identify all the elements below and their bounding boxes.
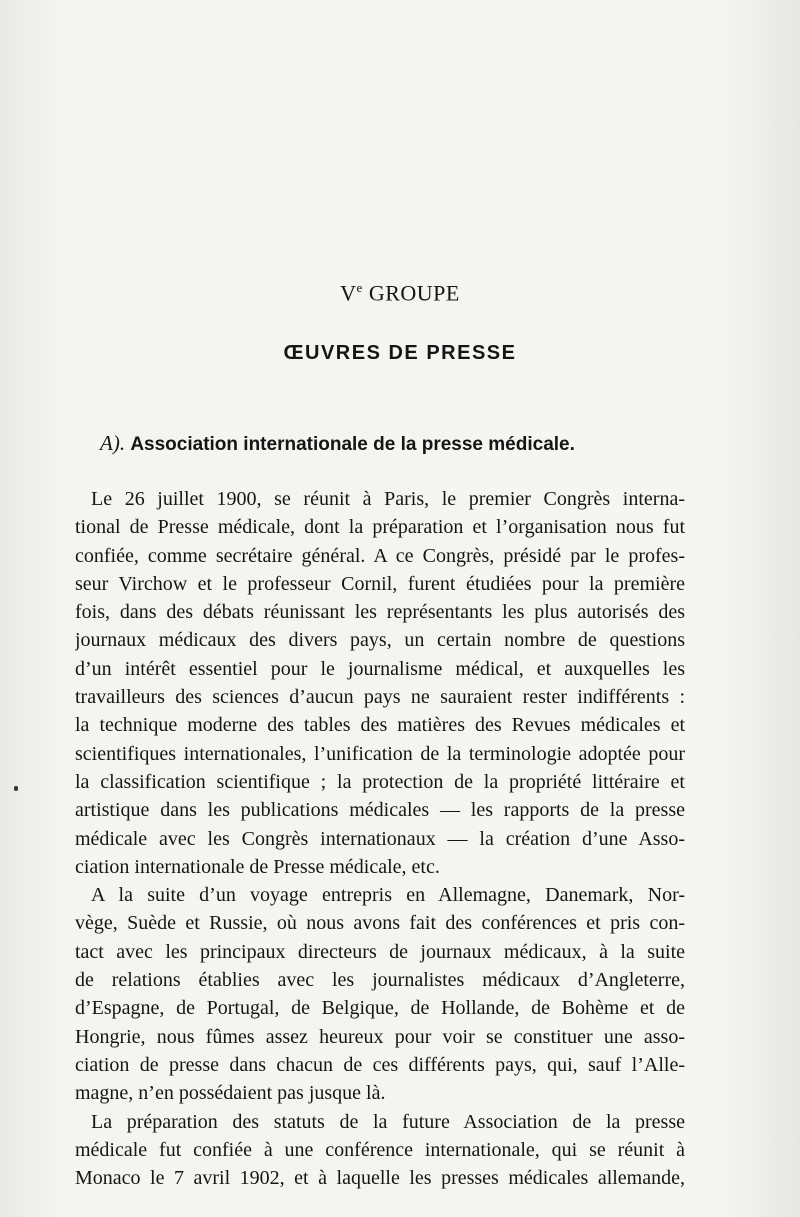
- group-numeral-sup: e: [356, 280, 363, 295]
- text-line: Le 26 juillet 1900, se réunit à Paris, le premier Congrès interna-: [91, 488, 685, 510]
- text-line: A la suite d’un voyage entrepris en Allemagne, Danemark, Nor-: [91, 884, 685, 907]
- group-title: [0, 280, 800, 306]
- text-line: tional de Presse médicale, dont la préparation et l’organisation nous fut: [75, 516, 685, 539]
- body-text: [75, 485, 685, 1192]
- text-line: fois, dans des débats réunissant les représentants les plus autorisés des: [75, 601, 685, 624]
- group-numeral: V: [340, 280, 357, 306]
- text-line: d’un intérêt essentiel pour le journalisme médical, et auxquelles les: [75, 657, 685, 680]
- text-line: artistique dans les publications médicales — les rapports de la presse: [75, 799, 685, 822]
- subsection-letter: A).: [100, 431, 126, 455]
- text-line: tact avec les principaux directeurs de journaux médicaux, à la suite: [75, 940, 685, 963]
- text-line: de relations établies avec les journalistes médicaux d’Angleterre,: [75, 969, 685, 992]
- text-line: médicale fut confiée à une conférence internationale, qui se réunit à: [75, 1138, 685, 1161]
- text-line: travailleurs des sciences d’aucun pays ne sauraient rester indifférents :: [75, 686, 685, 709]
- text-line: Monaco le 7 avril 1902, et à laquelle les presses médicales allemande,: [75, 1167, 685, 1190]
- text-line: La préparation des statuts de la future Association de la presse: [91, 1110, 685, 1133]
- text-line: vège, Suède et Russie, où nous avons fait des conférences et pris con-: [75, 912, 685, 935]
- text-line: la technique moderne des tables des matières des Revues médicales et: [75, 714, 685, 737]
- subsection-heading: [100, 431, 700, 456]
- text-line: d’Espagne, de Portugal, de Belgique, de Hollande, de Bohème et de: [75, 997, 685, 1020]
- text-line: journaux médicaux des divers pays, un certain nombre de questions: [75, 629, 685, 652]
- subsection-name: Association internationale de la presse médicale.: [130, 434, 575, 455]
- margin-spot: [14, 786, 18, 791]
- text-line: Hongrie, nous fûmes assez heureux pour voir se constituer une asso-: [75, 1025, 685, 1048]
- text-line: ciation de presse dans chacun de ces différents pays, qui, sauf l’Alle-: [75, 1053, 685, 1076]
- text-line: la classification scientifique ; la protection de la propriété littéraire et: [75, 770, 685, 793]
- text-line: scientifiques internationales, l’unification de la terminologie adoptée pour: [75, 742, 685, 765]
- text-line: seur Virchow et le professeur Cornil, furent étudiées pour la première: [75, 572, 685, 595]
- section-title: ŒUVRES DE PRESSE: [283, 342, 517, 364]
- text-line: médicale avec les Congrès internationaux — la création d’une Asso-: [75, 827, 685, 850]
- text-line: magne, n’en possédaient pas jusque là.: [75, 1082, 386, 1105]
- text-line: confiée, comme secrétaire général. A ce Congrès, présidé par le profes-: [75, 544, 685, 567]
- text-line: ciation internationale de Presse médicale, etc.: [75, 855, 440, 878]
- group-word: GROUPE: [368, 280, 460, 306]
